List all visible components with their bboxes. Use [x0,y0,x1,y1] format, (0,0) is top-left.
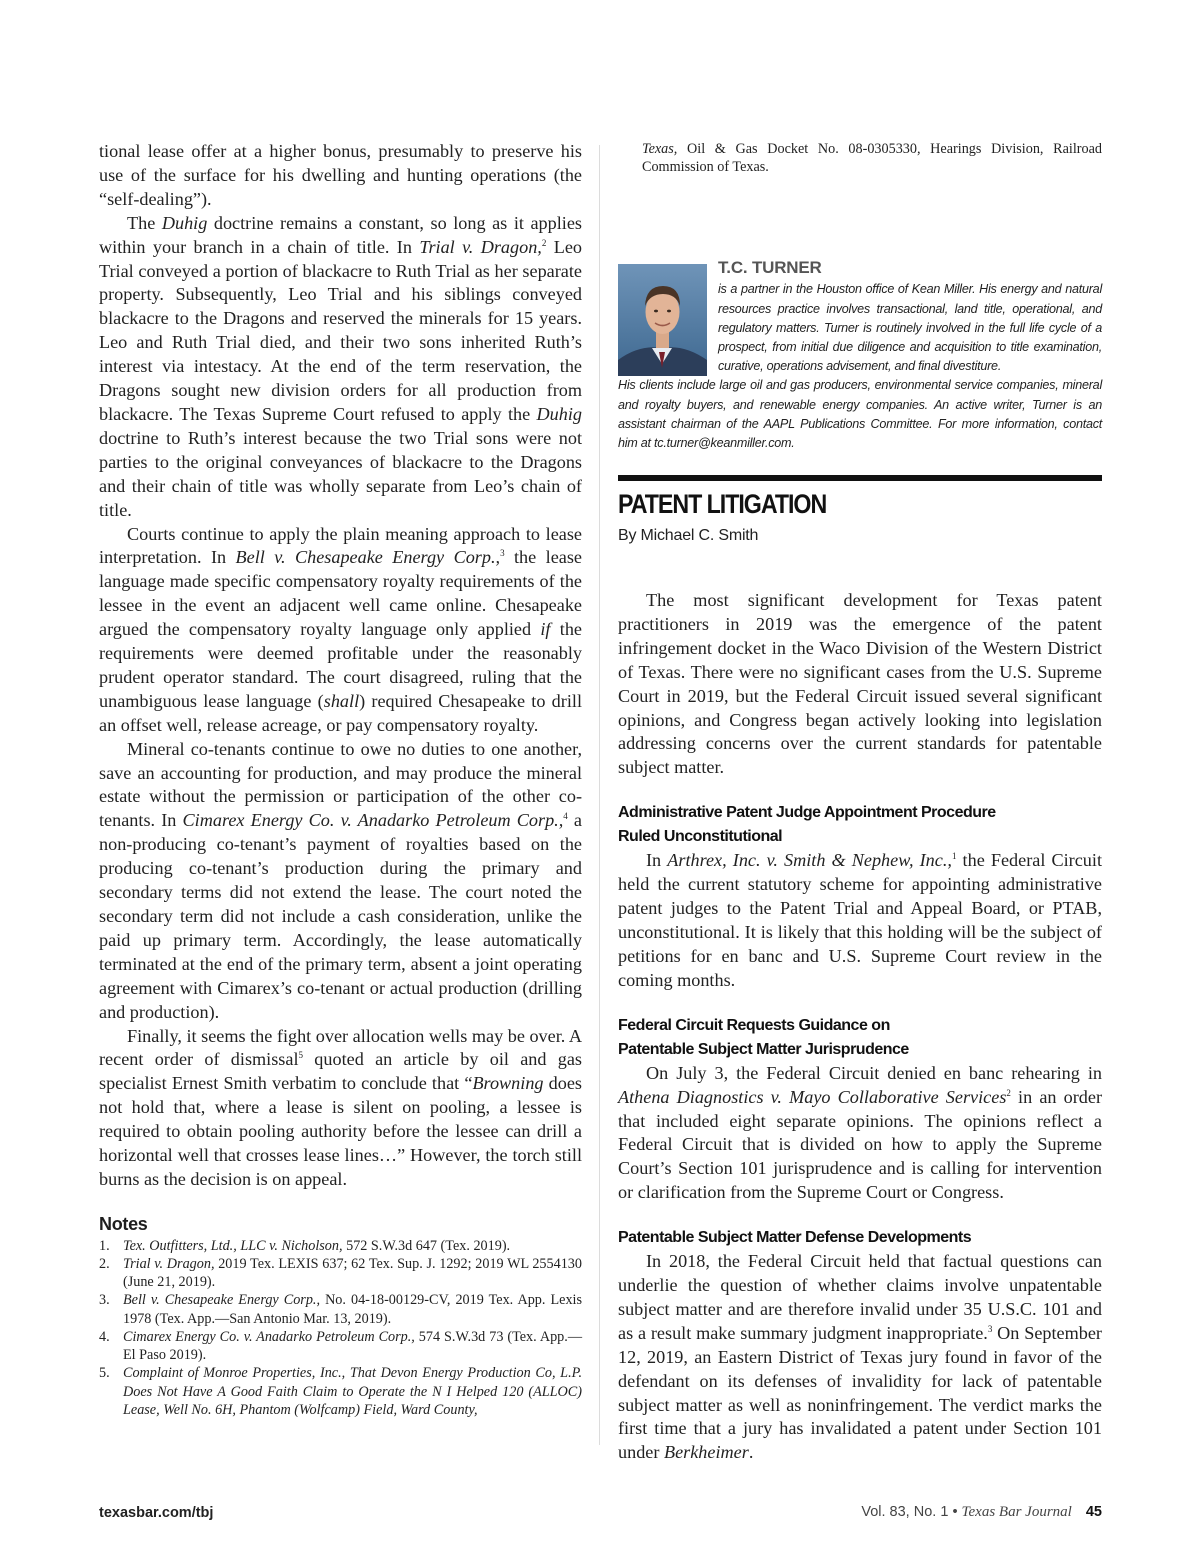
footer-site-link[interactable]: texasbar.com/tbj [99,1505,214,1521]
paragraph: Finally, it seems the fight over allocation wells may be over. A recent order of dismissal$^5$ quoted an article by oil and gas specialist Ernest Smith verbatim to conclude that “Browning does not hold that, where a lease is silent on pooling, a lessee is required to obtain pooling authority before the lessee can drill a horizontal well that crosses lease lines…” However, the torch still burns as the decision is on appeal. [99,1025,583,1189]
note-item: 4. Cimarex Energy Co. v. Anadarko Petroleum Corp., 574 S.W.3d 73 (Tex. App.—El Paso 2019). [99,1328,583,1364]
intro-paragraph: The most significant development for Texas patent practitioners in 2019 was the emergence of the patent infringement docket in the Waco Division of the Western District of Texas. There were no significant cases from the U.S. Supreme Court in 2019, but the Federal Circuit issued several significant opinions, and Congress began actively looking into legislation addressing concerns over the current standards for patentable subject matter. [618,590,1102,778]
notes-heading: Notes [99,1213,148,1234]
paragraph: On July 3, the Federal Circuit denied en banc rehearing in Athena Diagnostics v. Mayo Collaborative Services$^2$ in an order that included eight separate opinions. The opinions reflect a Federal Circuit that is divided on how to apply the Supreme Court’s Section 101 jurisprudence and is calling for intervention or clarification from the Supreme Court or Congress. [618,1062,1102,1203]
paragraph: In 2018, the Federal Circuit held that factual questions can underlie the question of whether claims involve unpatentable subject matter and are therefore invalid under 35 U.S.C. 101 and as a result make summary judgment inappropriate.$^3$ On September 12, 2019, an Eastern District of Texas jury found in favor of the defendant on its defenses of invalidity for lack of patentable subject matter as well as noninfringement. The verdict marks the first time that a jury has invalidated a patent under Section 101 under Berkheimer. [618,1251,1102,1463]
right-column [618,140,1102,451]
author-bio-text-continued: His clients include large oil and gas producers, environmental service companies, mineral and royalty buyers, and renewable energy companies. An active writer, Turner is an assistant chairman of the AAPL Publications Committee. For more information, contact him at tc.turner@keanmiller.com. [618,378,1102,451]
column-divider [599,145,600,1445]
author-bio-text: is a partner in the Houston office of Kean Miller. His energy and natural resources practice involves transactional, land title, operational, and regulatory matters. Turner is routinely involved in the full life cycle of a prospect, from initial due diligence and acquisition to title examination, curative, operations advisement, and final divestiture. [718,282,1102,374]
paragraph: The Duhig doctrine remains a constant, so long as it applies within your branch in a chain of title. In Trial v. Dragon,$^2$ Leo Trial conveyed a portion of blackacre to Ruth Trial as her separate property. Subsequently, Leo Trial and his siblings conveyed blackacre to the Dragons and reserved the minerals for 15 years. Leo and Ruth Trial died, and their two sons inherited Ruth’s interest via intestacy. At the end of the term reservation, the Dragons sought new division orders for all production from blackacre. The Texas Supreme Court refused to apply the Duhig doctrine to Ruth’s interest because the two Trial sons were not parties to the original conveyances of blackacre to the Dragons and their chain of title was wholly separate from Leo’s chain of title. [99,212,583,520]
paragraph: Courts continue to apply the plain meaning approach to lease interpretation. In Bell v. Chesapeake Energy Corp.,$^3$ the lease language made specific compensatory royalty requirements of the lessee in the event an adjacent well came online. Chesapeake argued the compensatory royalty language only applied if the requirements were deemed profitable under the reasonably prudent operator standard. The court disagreed, ruling that the unambiguous lease language (shall) required Chesapeake to drill an offset well, release acreage, or pay compensatory royalty. [99,523,583,735]
note-item: 1. Tex. Outfitters, Ltd., LLC v. Nicholson, 572 S.W.3d 647 (Tex. 2019). [99,1237,511,1254]
author-bio [618,212,1102,451]
notes-list [99,1237,582,1419]
author-photo [618,264,707,376]
section-body [618,589,1102,1465]
footer-bullet: • [952,1504,958,1520]
note-item: 2. Trial v. Dragon, 2019 Tex. LEXIS 637; 62 Tex. Sup. J. 1292; 2019 WL 2554130 (June 21, 2019). [99,1256,582,1291]
note-5-continued: Texas, Oil & Gas Docket No. 08-0305330, Hearings Division, Railroad Commission of Texas. [642,141,1102,176]
author-name: T.C. TURNER [718,258,822,278]
subheading: Patentable Subject Matter Defense Developments [618,1229,972,1247]
section-rule [618,475,1102,481]
paragraph: In Arthrex, Inc. v. Smith & Nephew, Inc.,$^1$ the Federal Circuit held the current statutory scheme for appointing administrative patent judges to the Patent Trial and Appeal Board, or PTAB, unconstitutional. It is likely that this holding will be the subject of petitions for en banc and U.S. Supreme Court review in the coming months. [618,850,1102,990]
paragraph: tional lease offer at a higher bonus, presumably to preserve his use of the surface for his dwelling and hunting operations (the “self-dealing”). [99,141,582,209]
footer-journal: Texas Bar Journal [961,1504,1072,1520]
footer-volume: Vol. 83, No. 1 [861,1504,949,1520]
note-item: 3. Bell v. Chesapeake Energy Corp., No. 04-18-00129-CV, 2019 Tex. App. Lexis 1978 (Tex. App.—San Antonio Mar. 13, 2019). [99,1292,582,1327]
byline: By Michael C. Smith [618,527,759,544]
note-item: 5. Complaint of Monroe Properties, Inc., That Devon Energy Production Co, L.P. Does Not Have A Good Faith Claim to Operate the N I Helped 120 (ALLOC) Lease, Well No. 6H, Phantom (Wolfcamp) Field, Ward County, [99,1365,582,1418]
subheading: Federal Circuit Requests Guidance on Patentable Subject Matter Jurisprudence [618,1016,909,1058]
section-title: PATENT LITIGATION [618,489,827,519]
page-number: 45 [1085,1504,1102,1520]
subheading: Administrative Patent Judge Appointment Procedure Ruled Unconstitutional [618,804,996,846]
paragraph: Mineral co-tenants continue to owe no duties to one another, save an accounting for production, and may produce the mineral estate without the permission or participation of the other co-tenants. In Cimarex Energy Co. v. Anadarko Petroleum Corp.,$^4$ a non-producing co-tenant’s payment of royalties based on the producing co-tenant’s production during the primary and secondary terms did not extend the lease. The court noted the secondary term did not include a cash consideration, unlike the paid up primary term. Accordingly, the lease automatically terminated at the end of the primary term, absent a joint operating agreement with Cimarex’s co-tenant or actual production (drilling and production). [99,738,583,1022]
left-column [99,140,582,1419]
footer-issue-info [861,1504,1102,1521]
